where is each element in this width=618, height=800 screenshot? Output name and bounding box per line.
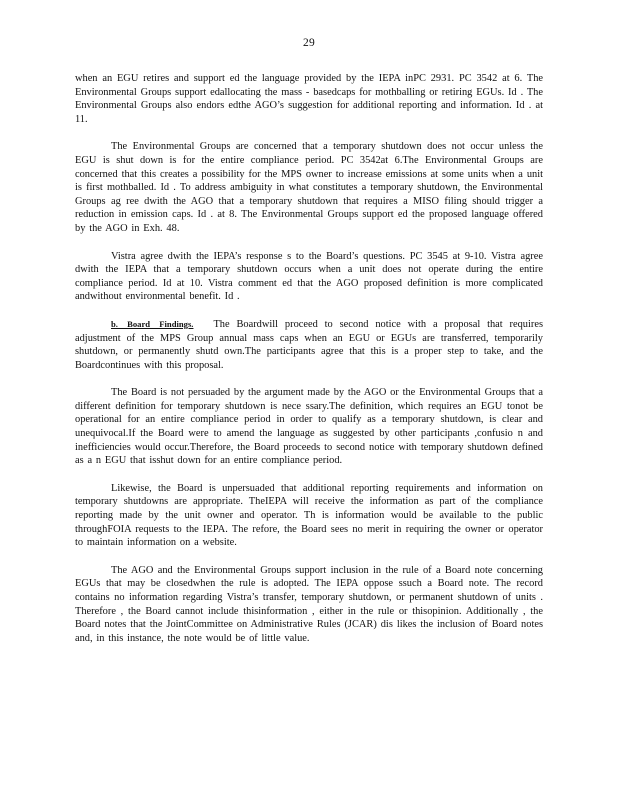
paragraph-4-text: The Boardwill proceed to second notice with a proposal that requires adjustment of the MPS Group annual mass caps when an EGU or EGUs are transferred, temporarily shutdown, or permanently shutd own.The participants agree that this is a proper step to take, and the Boardcontinues with this proposal.: [75, 318, 544, 371]
paragraph-4: [75, 318, 543, 372]
paragraph-3: Vistra agree dwith the IEPA’s response s to the Board’s questions. PC 3545 at 9-10. Vistra agree dwith the IEPA that a temporary shutdown occurs when a unit does not operate during the entire compliance period. Id at 10. Vistra comment ed that the AGO proposed definition is more complicated andwithout environmental benefit. Id .: [75, 250, 543, 303]
paragraph-5: The Board is not persuaded by the argument made by the AGO or the Environmental Groups that a different definition for temporary shutdown is nece ssary.The definition, which requires an EGU tonot be operational for an entire compliance period in order to qualify as a temporary shutdown, is clear and unequivocal.If the Board were to amend the language as suggested by other participants ,confusio n and inefficiencies would occur.Therefore, the Board proceeds to second notice with temporary shutdown defined as a n EGU that isshut down for an entire compliance period.: [75, 387, 543, 467]
paragraph-2: The Environmental Groups are concerned that a temporary shutdown does not occur unless the EGU is shut down is for the entire compliance period. PC 3542at 6.The Environmental Groups are concerned that this creates a possibility for the MPS owner to increase emissions at some units when a unit is first mothballed. Id . To address ambiguity in what constitutes a temporary shutdown, the Environmental Groups ag ree dwith the AGO that a temporary shutdown that requires a MISO filing should trigger a reduction in emission caps. Id . at 8. The Environmental Groups support ed the proposed language offered by the AGO in Exh. 48.: [75, 141, 543, 234]
paragraph-6: Likewise, the Board is unpersuaded that additional reporting requirements and information on temporary shutdowns are appropriate. TheIEPA will receive the information as part of the compliance reporting made by the unit owner and operator. Th is information would be available to the public throughFOIA requests to the IEPA. The refore, the Board sees no merit in requiring the owner or operator to maintain information on a website.: [75, 482, 543, 549]
paragraph-7: The AGO and the Environmental Groups support inclusion in the rule of a Board note concerning EGUs that may be closedwhen the rule is adopted. The IEPA oppose ssuch a Board note. The record contains no information regarding Vistra’s transfer, temporary shutdown, or permanent shutdown of units . Therefore , the Board cannot include thisinformation , either in the rule or thisopinion. Additionally , the Board notes that the JointCommittee on Administrative Rules (JCAR) dis likes the inclusion of Board notes and, in this instance, the note would be of little value.: [75, 564, 543, 644]
heading-underline-trail: [193, 324, 213, 325]
paragraph-1: when an EGU retires and support ed the language provided by the IEPA inPC 2931. PC 3542 at 6. The Environmental Groups support edallocating the mass - basedcaps for mothballing or retiring EGUs. Id . The Environmental Groups also endors edthe AGO’s suggestion for additional reporting and information. Id . at 11.: [75, 73, 543, 125]
page-number: 29: [302, 37, 316, 49]
section-heading-board-findings: b. Board Findings.: [111, 318, 194, 329]
document-body: [75, 72, 543, 659]
